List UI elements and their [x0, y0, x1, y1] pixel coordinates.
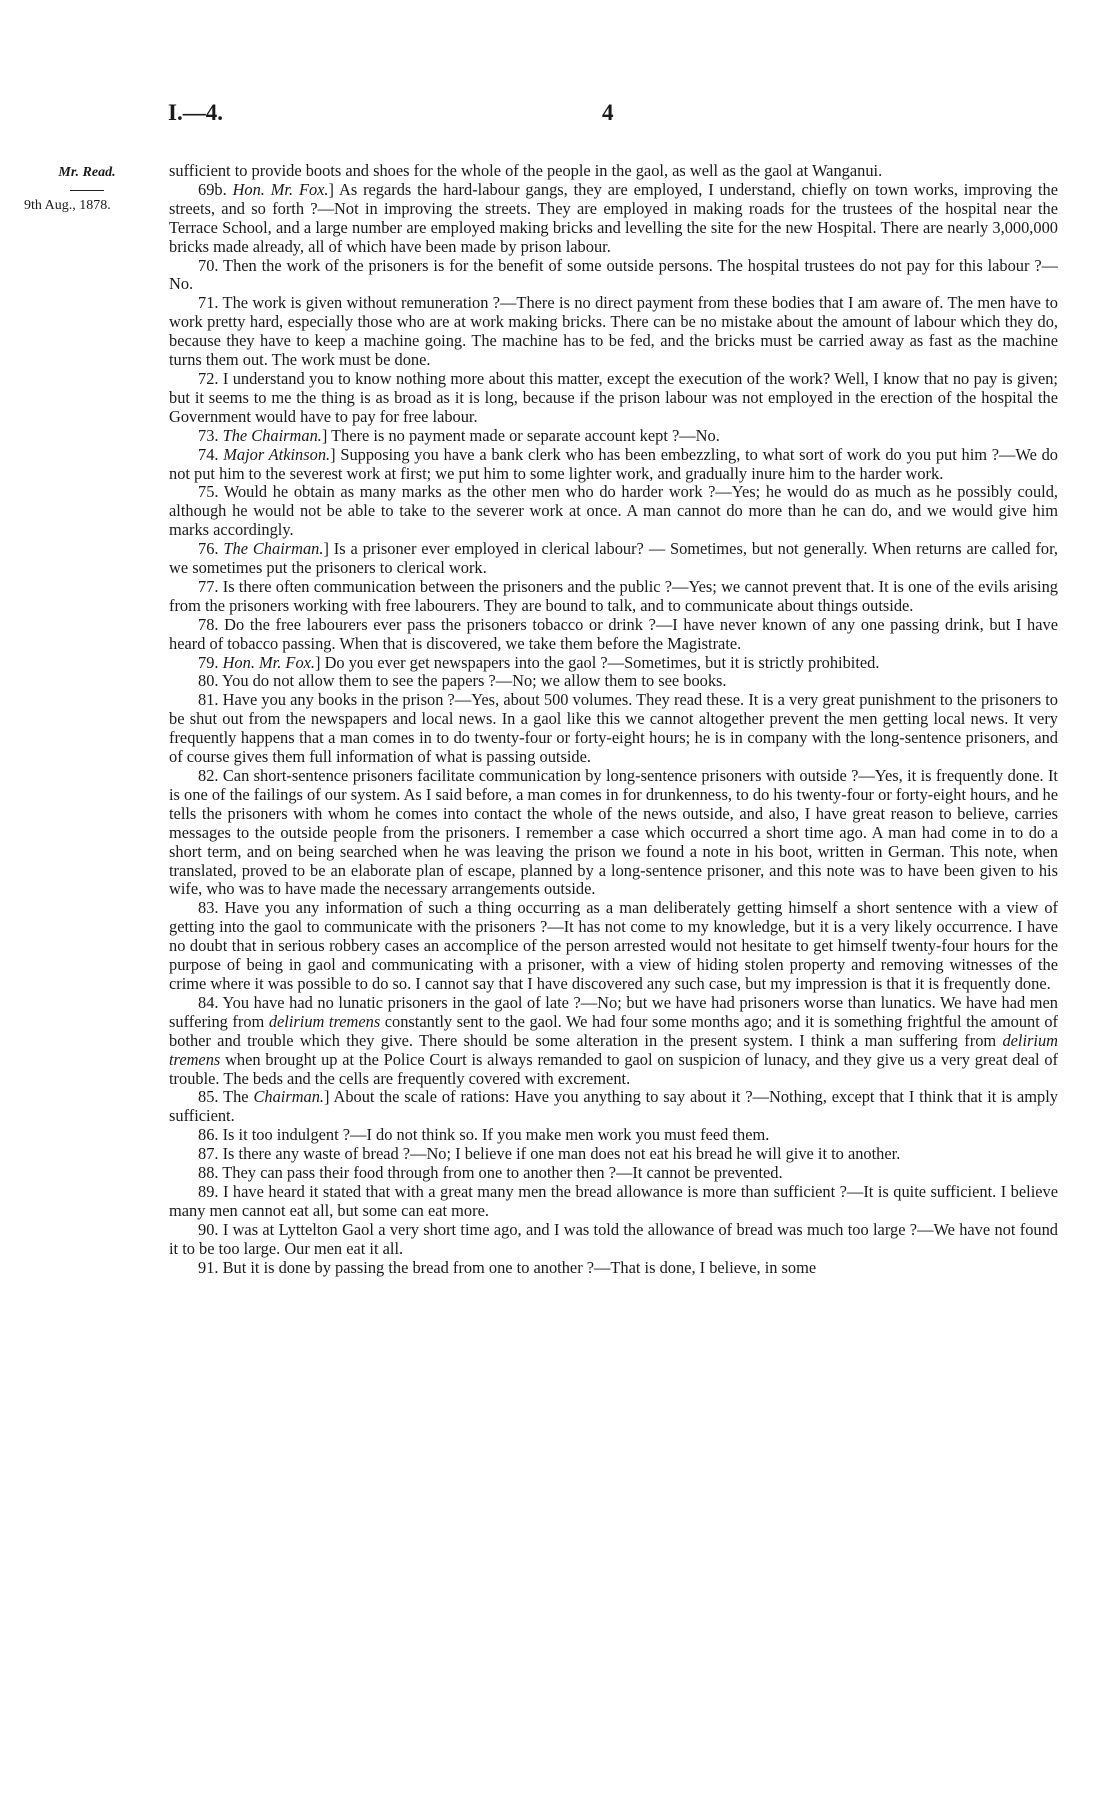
paragraph-text: when brought up at the Police Court is always remanded to gaol on suspicion of lunacy, and they give us a very great deal of trouble. The beds and the cells are frequently covered with excrement. — [169, 1049, 1058, 1088]
italic-text: delirium tremens — [169, 1030, 1058, 1069]
paragraph-text: 79. — [198, 652, 223, 672]
margin-rule — [70, 190, 104, 191]
evidence-paragraph — [169, 1145, 1058, 1164]
paragraph-text: 71. The work is given without remuneration ?—There is no direct payment from these bodies that I am aware of. The men have to work pretty hard, especially those who are at work making bricks. There can be no mistake about the amount of labour which they do, because they have to keep a machine going. The machine has to be fed, and the bricks must be carried away as fast as the machine turns them out. The work must be done. — [169, 293, 1058, 370]
margin-note — [22, 164, 152, 215]
evidence-paragraph — [169, 162, 1058, 181]
paragraph-text: sufficient to provide boots and shoes for the whole of the people in the gaol, as well as the gaol at Wanganui. — [169, 161, 883, 180]
paragraph-text: 72. I understand you to know nothing more about this matter, except the execution of the work? Well, I know that no pay is given; but it seems to me the thing is as broad as it is long, because if the prison labour was not employed in the erection of the hospital the Government would have to pay for free labour. — [169, 368, 1058, 426]
paragraph-text: ] Do you ever get newspapers into the gaol ?—Sometimes, but it is strictly prohibited. — [315, 652, 880, 672]
evidence-paragraph — [169, 446, 1058, 484]
paragraph-text: 83. Have you any information of such a thing occurring as a man deliberately getting himself a short sentence with a view of getting into the gaol to communicate with the prisoners ?—It has not come to my knowledge, but it is a very likely occurrence. I have no doubt that in serious robbery cases an accomplice of the person arrested would not hesitate to get himself twenty-four hours for the purpose of being in gaol and communicating with a prisoner, with a view of hiding stolen property and removing witnesses of the crime where it was possible to do so. I cannot say that I have discovered any such case, but my impression is that it is frequently done. — [169, 898, 1058, 993]
paragraph-text: 88. They can pass their food through from one to another then ?—It cannot be prevented. — [198, 1163, 783, 1183]
evidence-paragraph — [169, 1088, 1058, 1126]
paragraph-text: 74. — [198, 444, 224, 464]
paragraph-text: 69b. — [198, 179, 233, 199]
page-number: 4 — [602, 100, 614, 125]
evidence-paragraph — [169, 257, 1058, 295]
paragraph-text: 86. Is it too indulgent ?—I do not think so. If you make men work you must feed them. — [198, 1125, 770, 1145]
evidence-paragraph — [169, 672, 1058, 691]
paragraph-text: 81. Have you any books in the prison ?—Yes, about 500 volumes. They read these. It is a very great punishment to the prisoners to be shut out from the newspapers and local news. In a gaol like this we cannot altogether prevent the men getting local news. It very frequently happens that a man comes in to do twenty-four or forty-eight hours; he is in company with the long-sentence prisoners, and of course gives them full information of what is passing outside. — [169, 690, 1058, 767]
page-header — [0, 100, 1114, 130]
evidence-paragraph — [169, 483, 1058, 540]
italic-text: Hon. Mr. Fox. — [222, 652, 316, 672]
evidence-paragraph — [169, 899, 1058, 994]
evidence-paragraph — [169, 578, 1058, 616]
evidence-paragraph — [169, 1183, 1058, 1221]
paragraph-text: 73. — [198, 425, 223, 445]
evidence-paragraph — [169, 1126, 1058, 1145]
evidence-paragraph — [169, 540, 1058, 578]
paragraph-text: 70. Then the work of the prisoners is for the benefit of some outside persons. The hospital trustees do not pay for this labour ?—No. — [169, 255, 1058, 294]
paragraph-text: 85. The — [198, 1087, 254, 1107]
paragraph-text: 76. — [198, 539, 224, 559]
italic-text: Major Atkinson. — [223, 444, 331, 464]
italic-text: The Chairman. — [222, 425, 322, 445]
paragraph-text: 80. You do not allow them to see the papers ?—No; we allow them to see books. — [198, 671, 727, 691]
evidence-text — [169, 162, 1058, 1277]
evidence-paragraph — [169, 427, 1058, 446]
paragraph-text: 89. I have heard it stated that with a great many men the bread allowance is more than sufficient ?—It is quite sufficient. I believe many men cannot eat all, but some can eat more. — [169, 1181, 1058, 1220]
evidence-paragraph — [169, 1164, 1058, 1183]
paragraph-text: 77. Is there often communication between the prisoners and the public ?—Yes; we cannot prevent that. It is one of the evils arising from the prisoners working with free labourers. They are bound to talk, and to communicate about things outside. — [169, 576, 1058, 615]
italic-text: Chairman. — [253, 1087, 325, 1107]
evidence-date: 9th Aug., 1878. — [24, 198, 111, 213]
paragraph-text: 87. Is there any waste of bread ?—No; I believe if one man does not eat his bread he will give it to another. — [198, 1144, 901, 1164]
paragraph-text: 75. Would he obtain as many marks as the other men who do harder work ?—Yes; he would do as much as he possibly could, although he would not be able to take to the severer work at once. A man cannot do more than he can do, and we would give him marks accordingly. — [169, 482, 1058, 540]
evidence-paragraph — [169, 370, 1058, 427]
evidence-paragraph — [169, 654, 1058, 673]
witness-name: Mr. Read. — [58, 165, 116, 180]
evidence-paragraph — [169, 691, 1058, 767]
evidence-paragraph — [169, 994, 1058, 1089]
document-reference: I.—4. — [168, 100, 223, 125]
paragraph-text: 84. You have had no lunatic prisoners in the gaol of late ?—No; but we have had prisoners worse than lunatics. We have had men suffering from — [169, 992, 1058, 1031]
paragraph-text: ] Supposing you have a bank clerk who has been embezzling, to what sort of work do you put him ?—We do not put him to the severest work at first; we put him to some lighter work, and gradually inure him to the harder work. — [169, 444, 1058, 483]
paragraph-text: 78. Do the free labourers ever pass the prisoners tobacco or drink ?—I have never known of any one passing drink, but I have heard of tobacco passing. When that is discovered, we take them before the Magistrate. — [169, 614, 1058, 653]
paragraph-text: ] There is no payment made or separate account kept ?—No. — [321, 425, 720, 445]
paragraph-text: 91. But it is done by passing the bread from one to another ?—That is done, I believe, in some — [198, 1257, 817, 1277]
paragraph-text: 90. I was at Lyttelton Gaol a very short time ago, and I was told the allowance of bread was much too large ?—We have not found it to be too large. Our men eat it all. — [169, 1219, 1058, 1258]
italic-text: delirium tremens — [268, 1011, 381, 1031]
paragraph-text: ] About the scale of rations: Have you anything to say about it ?—Nothing, except that I think that it is amply sufficient. — [169, 1087, 1058, 1126]
italic-text: The Chairman. — [223, 539, 324, 559]
evidence-paragraph — [169, 294, 1058, 370]
paragraph-text: ] As regards the hard-labour gangs, they are employed, I understand, chiefly on town works, improving the streets, and so forth ?—Not in improving the streets. They are employed in making roads for the trustees of the hospital near the Terrace School, and a large number are employed making bricks and levelling the site for the new Hospital. There are nearly 3,000,000 bricks made already, all of which have been made by prison labour. — [169, 179, 1058, 256]
paragraph-text: 82. Can short-sentence prisoners facilitate communication by long-sentence prisoners with outside ?—Yes, it is frequently done. It is one of the failings of our system. As I said before, a man comes in for drunkenness, to do his twenty-four or forty-eight hours, and he tells the prisoners with whom he comes into contact the whole of the news outside, and also, I have great reason to believe, carries messages to the outside people from the prisoners. I remember a case which occurred a short time ago. A man had come in to do a short term, and on being searched when he was leaving the prison we found a note in his boot, written in German. This note, when translated, proved to be an elaborate plan of escape, planned by a long-sentence prisoner, and this note was to have been given to his wife, who was to have made the necessary arrangements outside. — [169, 766, 1058, 899]
paragraph-text: ] Is a prisoner ever employed in clerical labour? — Sometimes, but not generally. When returns are called for, we sometimes put the prisoners to clerical work. — [169, 539, 1058, 578]
evidence-paragraph — [169, 616, 1058, 654]
evidence-paragraph — [169, 181, 1058, 257]
evidence-paragraph — [169, 1221, 1058, 1259]
evidence-paragraph — [169, 767, 1058, 899]
evidence-paragraph — [169, 1259, 1058, 1278]
italic-text: Hon. Mr. Fox. — [232, 179, 329, 199]
paragraph-text: constantly sent to the gaol. We had four some months ago; and it is something frightful the amount of bother and trouble which they give. There should be some alteration in the present system. I think a man suffering from — [169, 1011, 1058, 1050]
